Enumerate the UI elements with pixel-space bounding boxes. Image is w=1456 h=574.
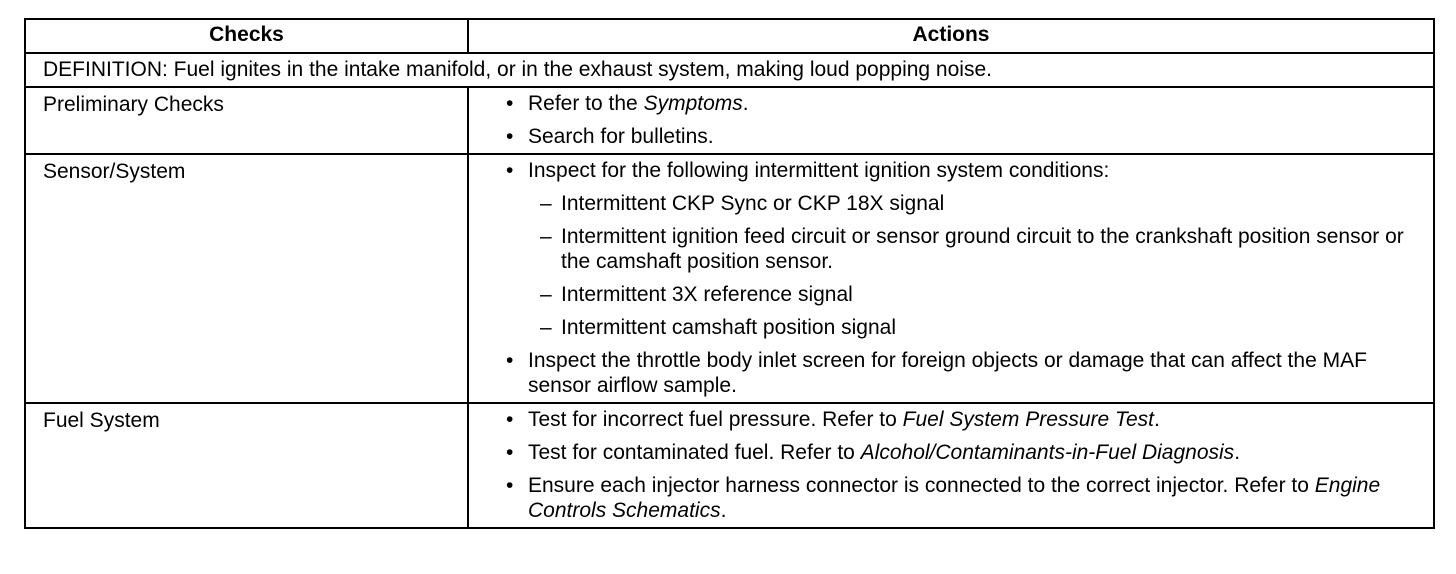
action-item: [505, 348, 1413, 398]
action-item: [505, 440, 1413, 465]
action-reference: Engine Controls Schematics: [528, 474, 1381, 522]
header-row: [25, 19, 1434, 53]
check-sensor-system: Sensor/System: [25, 154, 468, 403]
action-text: Inspect the throttle body inlet screen for foreign objects or damage that can affect the MAF sensor airflow sample.: [528, 349, 1367, 397]
action-reference: Alcohol/Contaminants-in-Fuel Diagnosis: [860, 441, 1235, 464]
action-text: Inspect for the following intermittent ignition system conditions:: [528, 159, 1110, 182]
action-text: Test for incorrect fuel pressure. Refer to: [528, 408, 903, 431]
sub-item: – Intermittent CKP Sync or CKP 18X signal: [528, 191, 1413, 216]
diagnostic-table: [24, 18, 1435, 529]
sub-item: – Intermittent ignition feed circuit or sensor ground circuit to the crankshaft position sensor or the camshaft position sensor.: [528, 224, 1413, 274]
action-text-after: .: [720, 499, 727, 522]
action-text: Search for bulletins.: [528, 125, 714, 148]
actions-cell: [468, 403, 1434, 528]
action-item: [505, 473, 1413, 523]
sub-item: – Intermittent camshaft position signal: [528, 315, 1413, 340]
check-preliminary: Preliminary Checks: [25, 87, 468, 154]
action-text-after: .: [1153, 408, 1160, 431]
action-item: [505, 158, 1413, 340]
action-reference: Fuel System Pressure Test: [902, 408, 1154, 431]
definition-text: DEFINITION: Fuel ignites in the intake manifold, or in the exhaust system, making loud popping noise.: [25, 53, 1434, 87]
action-text: Ensure each injector harness connector is connected to the correct injector. Refer to: [528, 474, 1315, 497]
check-fuel-system: Fuel System: [25, 403, 468, 528]
action-item: [505, 407, 1413, 432]
checks-header: Checks: [25, 19, 468, 53]
sub-item: – Intermittent 3X reference signal: [528, 282, 1413, 307]
table-row: [25, 403, 1434, 528]
action-item: [505, 91, 1413, 116]
actions-header: Actions: [468, 19, 1434, 53]
action-text-after: .: [742, 92, 749, 115]
action-text: Refer to the: [528, 92, 644, 115]
definition-row: [25, 53, 1434, 87]
table-row: [25, 154, 1434, 403]
action-item: [505, 124, 1413, 149]
table-row: [25, 87, 1434, 154]
action-reference: Symptoms: [643, 92, 743, 115]
actions-cell: [468, 154, 1434, 403]
action-text-after: .: [1234, 441, 1241, 464]
action-text: Test for contaminated fuel. Refer to: [528, 441, 861, 464]
actions-cell: [468, 87, 1434, 154]
